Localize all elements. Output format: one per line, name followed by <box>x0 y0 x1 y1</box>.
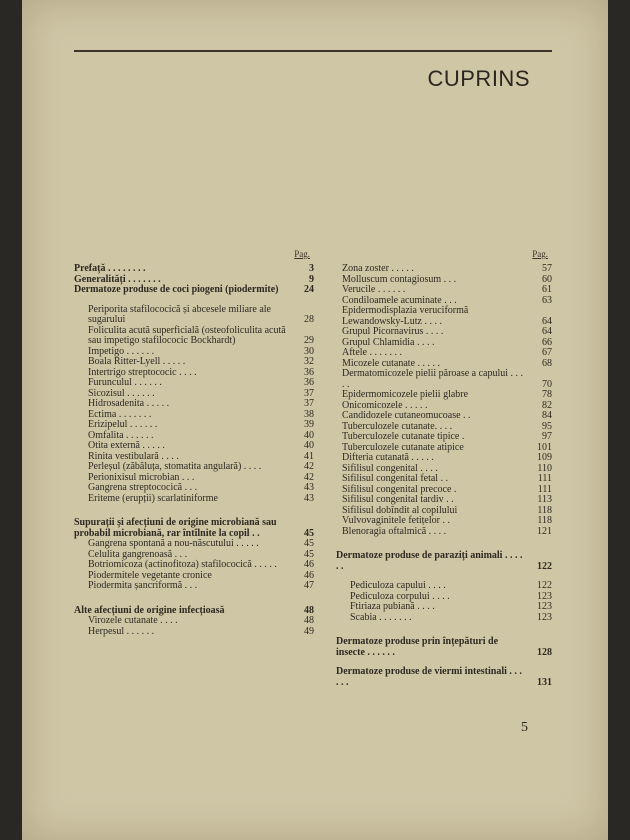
toc-entry-page: 3 <box>309 263 314 274</box>
toc-entry[interactable] <box>74 285 314 296</box>
top-rule <box>74 50 552 52</box>
toc-entry-page: 38 <box>304 408 314 420</box>
toc-entry-title: Otita externă . . . . . <box>88 440 165 451</box>
toc-entry-page: 67 <box>542 347 552 358</box>
toc-entry-page: 32 <box>304 356 314 367</box>
toc-entry[interactable] <box>74 420 314 431</box>
page-number: 5 <box>521 720 528 735</box>
toc-entry-page: 63 <box>542 294 552 306</box>
toc-entry-title: Supurații și afecțiuni de origine microbiană sau probabil microbiană, rar întîlnite la copil . . <box>74 517 277 539</box>
toc-entry-page: 121 <box>537 525 552 537</box>
toc-entry-title: Vulvovaginitele fetițelor . . <box>342 515 450 526</box>
toc-entry-page: 122 <box>537 580 552 591</box>
toc-entry-title: Molluscum contagiosum . . . <box>342 273 457 285</box>
toc-entry-page: 57 <box>542 263 552 274</box>
toc-entry[interactable] <box>74 616 314 627</box>
toc-entry-title: Difteria cutanată . . . . . <box>342 452 434 463</box>
toc-entry-title: Pediculoza capului . . . . <box>350 580 446 591</box>
toc-entry-title: Sifilisul congenital precoce . <box>342 483 457 495</box>
toc-entry-title: Furunculul . . . . . . <box>88 377 162 388</box>
toc-entry-title: Sifilisul congenital . . . . <box>342 462 438 474</box>
toc-entry-title: Dermatoze produse de viermi intestinali . . . . . . <box>336 666 522 688</box>
toc-entry-page: 118 <box>537 515 552 526</box>
toc-entry-page: 113 <box>537 494 552 505</box>
toc-entry-title: Zona zoster . . . . . <box>342 263 414 274</box>
spacer <box>336 623 552 637</box>
toc-entry-page: 40 <box>304 440 314 451</box>
toc-entry[interactable] <box>74 560 314 571</box>
toc-entry-title: Erizipelul . . . . . . <box>88 419 158 430</box>
toc-entry-title: Sifilisul dobîndit al copilului <box>342 504 458 516</box>
toc-entry[interactable] <box>336 453 552 464</box>
toc-entry[interactable] <box>74 581 314 592</box>
toc-entry[interactable] <box>336 581 552 592</box>
toc-entry-page: 109 <box>537 452 552 463</box>
toc-entry-title: Ftiriaza pubiană . . . . <box>350 601 435 612</box>
toc-entry-title: Ectima . . . . . . . <box>88 408 152 420</box>
toc-entry-page: 28 <box>304 314 314 325</box>
toc-entry-title: Epidermodisplazia veruciformă Lewandowsky-Lutz . . . . <box>342 305 469 327</box>
toc-entry-title: Sifilisul congenital fetal . . <box>342 473 449 484</box>
toc-entry-title: Verucile . . . . . . <box>342 284 406 295</box>
toc-entry-title: Alte afecțiuni de origine infecțioasă <box>74 604 225 616</box>
toc-entry-page: 64 <box>542 326 552 337</box>
toc-entry-page: 70 <box>542 378 552 390</box>
toc-entry-title: Gangrena spontană a nou-născutului . . . . . <box>88 538 259 549</box>
toc-entry[interactable] <box>336 551 552 572</box>
toc-entry-page: 24 <box>304 284 314 295</box>
toc-entry[interactable] <box>336 390 552 401</box>
toc-entry-page: 123 <box>537 601 552 612</box>
toc-entry[interactable] <box>336 527 552 538</box>
toc-entry-page: 131 <box>537 676 552 688</box>
toc-entry-page: 95 <box>542 420 552 432</box>
toc-entry-page: 46 <box>304 569 314 581</box>
toc-entry-title: Impetigo . . . . . . <box>88 345 155 357</box>
toc-entry-title: Foliculita acută superficială (osteofoliculita acută sau impetigo stafilococic Bockhardt) <box>88 324 286 346</box>
toc-entry-title: Pediculoza corpului . . . . <box>350 590 450 602</box>
toc-entry[interactable] <box>74 441 314 452</box>
toc-entry-title: Piodermitele vegetante cronice <box>88 569 212 581</box>
toc-entry-page: 41 <box>304 450 314 462</box>
toc-entry[interactable] <box>74 305 314 326</box>
toc-entry-page: 97 <box>542 431 552 442</box>
toc-entry-title: Botriomicoza (actinofitoza) stafilococică . . . . . <box>88 559 277 570</box>
toc-entry-page: 43 <box>304 482 314 493</box>
page-title: CUPRINS <box>427 66 530 91</box>
toc-entry-page: 30 <box>304 345 314 357</box>
toc-entry-page: 118 <box>537 504 552 516</box>
toc-entry[interactable] <box>336 667 552 688</box>
toc-entry[interactable] <box>336 369 552 390</box>
toc-list-left <box>74 264 314 637</box>
toc-entry-page: 68 <box>542 357 552 369</box>
toc-entry-title: Tuberculozele cutanate tipice . <box>342 431 465 442</box>
toc-entry[interactable] <box>336 264 552 275</box>
page-column-header: Pag. <box>294 249 310 259</box>
toc-entry-title: Dermatoze produse prin înțepături de insecte . . . . . . <box>336 636 499 658</box>
toc-entry-page: 61 <box>542 284 552 295</box>
toc-entry-page: 49 <box>304 625 314 637</box>
toc-entry-title: Dermatoze produse de coci piogeni (piodermite) <box>74 284 279 295</box>
toc-entry-page: 123 <box>537 590 552 602</box>
toc-entry-title: Herpesul . . . . . . <box>88 625 155 637</box>
toc-entry-title: Sifilisul congenital tardiv . . <box>342 494 454 505</box>
toc-entry-title: Eriteme (erupții) scarlatiniforme <box>88 492 218 504</box>
toc-entry-page: 110 <box>537 462 552 474</box>
toc-entry-page: 42 <box>304 461 314 472</box>
toc-entry[interactable] <box>74 518 314 539</box>
toc-entry[interactable] <box>74 326 314 347</box>
book-page <box>22 0 608 840</box>
toc-entry-title: Gangrena streptococică . . . <box>88 482 198 493</box>
toc-entry-page: 123 <box>537 611 552 623</box>
toc-entry-title: Tuberculozele cutanate. . . . <box>342 420 453 432</box>
toc-entry-page: 101 <box>537 441 552 453</box>
toc-entry-page: 36 <box>304 377 314 388</box>
toc-entry-page: 66 <box>542 336 552 348</box>
toc-entry[interactable] <box>74 627 314 638</box>
toc-entry-title: Virozele cutanate . . . . <box>88 615 178 626</box>
toc-entry[interactable] <box>74 378 314 389</box>
toc-entry-title: Hidrosadenita . . . . . <box>88 398 170 409</box>
toc-entry-page: 78 <box>542 389 552 400</box>
toc-entry[interactable] <box>74 483 314 494</box>
toc-entry[interactable] <box>336 602 552 613</box>
toc-entry-title: Grupul Picornavirus . . . . <box>342 326 444 337</box>
toc-entry-page: 46 <box>304 559 314 570</box>
toc-entry-page: 60 <box>542 273 552 285</box>
toc-entry[interactable] <box>336 411 552 422</box>
toc-column-right <box>336 248 552 688</box>
toc-entry[interactable] <box>74 399 314 410</box>
toc-entry-title: Aftele . . . . . . . <box>342 347 402 358</box>
toc-entry-title: Dermatoze produse de paraziți animali . . . . . . <box>336 550 523 572</box>
toc-entry-page: 42 <box>304 471 314 483</box>
toc-entry[interactable] <box>336 306 552 327</box>
toc-entry-title: Grupul Chlamidia . . . . <box>342 336 435 348</box>
toc-entry-title: Candidozele cutaneomucoase . . <box>342 410 471 421</box>
toc-entry-title: Dermatomicozele pielii păroase a capului . . . . . <box>342 368 524 390</box>
toc-column-left <box>74 248 314 637</box>
toc-entry[interactable] <box>74 494 314 505</box>
toc-entry[interactable] <box>74 357 314 368</box>
spacer <box>74 504 314 518</box>
toc-entry-title: Tuberculozele cutanate atipice <box>342 441 464 453</box>
toc-entry[interactable] <box>336 327 552 338</box>
toc-entry[interactable] <box>336 285 552 296</box>
toc-entry[interactable] <box>336 516 552 527</box>
toc-entry-page: 111 <box>537 473 552 484</box>
toc-entry-title: Scabia . . . . . . . <box>350 611 412 623</box>
toc-entry-title: Epidermomicozele pielii glabre <box>342 389 469 400</box>
toc-entry-title: Micozele cutanate . . . . . <box>342 357 441 369</box>
toc-entry-title: Onicomicozele . . . . . <box>342 399 428 411</box>
toc-entry-title: Rinita vestibulară . . . . <box>88 450 179 462</box>
toc-entry[interactable] <box>74 462 314 473</box>
toc-entry-page: 37 <box>304 387 314 399</box>
toc-entry-title: Perionixisul microbian . . . <box>88 471 195 483</box>
toc-entry-page: 47 <box>304 580 314 591</box>
toc-entry[interactable] <box>336 637 552 658</box>
toc-entry[interactable] <box>336 348 552 359</box>
toc-entry-page: 111 <box>537 483 552 495</box>
spacer <box>336 537 552 551</box>
toc-entry-page: 82 <box>542 399 552 411</box>
toc-entry-title: Generalități . . . . . . . <box>74 273 161 285</box>
spacer <box>74 592 314 606</box>
toc-entry-page: 43 <box>304 492 314 504</box>
toc-list-right <box>336 264 552 688</box>
toc-entry-page: 29 <box>304 335 314 346</box>
toc-entry-title: Sicozisul . . . . . . <box>88 387 155 399</box>
toc-entry-title: Boala Ritter-Lyell . . . . . <box>88 356 186 367</box>
toc-entry-page: 40 <box>304 429 314 441</box>
toc-entry-page: 84 <box>542 410 552 421</box>
toc-entry-title: Blenoragia oftalmică . . . . <box>342 525 447 537</box>
toc-entry-title: Celulita gangrenoasă . . . <box>88 548 188 560</box>
toc-entry-page: 48 <box>304 615 314 626</box>
toc-entry-title: Perleșul (zăbăluța, stomatita angulară) . . . . <box>88 461 262 472</box>
toc-entry-title: Condiloamele acuminate . . . <box>342 294 457 306</box>
toc-entry-title: Prefață . . . . . . . . <box>74 263 146 274</box>
toc-entry-page: 9 <box>309 273 314 285</box>
toc-entry-page: 36 <box>304 366 314 378</box>
toc-entry-title: Omfalita . . . . . . <box>88 429 154 441</box>
toc-entry-page: 64 <box>542 315 552 327</box>
toc-entry[interactable] <box>336 495 552 506</box>
toc-entry-page: 45 <box>304 527 314 539</box>
toc-entry-page: 37 <box>304 398 314 409</box>
page-column-header: Pag. <box>532 249 548 259</box>
toc-entry-page: 45 <box>304 548 314 560</box>
toc-entry[interactable] <box>336 474 552 485</box>
toc-entry-page: 122 <box>537 560 552 572</box>
toc-entry[interactable] <box>336 432 552 443</box>
toc-entry-page: 45 <box>304 538 314 549</box>
toc-entry-page: 39 <box>304 419 314 430</box>
toc-entry-page: 128 <box>537 646 552 658</box>
toc-entry-page: 48 <box>304 604 314 616</box>
toc-entry[interactable] <box>336 613 552 624</box>
toc-entry-title: Periporita stafilococică și abcesele miliare ale sugarului <box>88 303 271 325</box>
toc-entry-title: Piodermita șancriformă . . . <box>88 580 198 591</box>
toc-entry-title: Intertrigo streptococic . . . . <box>88 366 197 378</box>
toc-entry[interactable] <box>74 264 314 275</box>
toc-entry[interactable] <box>74 539 314 550</box>
